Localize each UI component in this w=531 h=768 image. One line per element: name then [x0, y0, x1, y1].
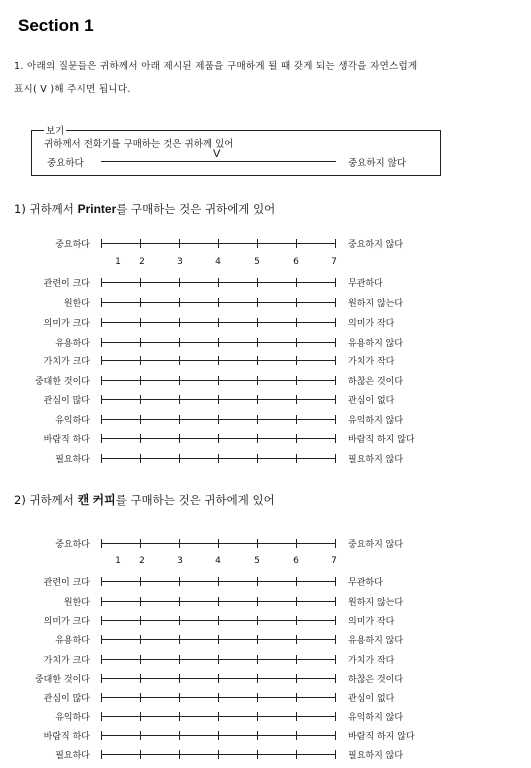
scale-tick-1[interactable]: [101, 712, 102, 721]
scale-tick-4[interactable]: [218, 539, 219, 548]
scale-row: [0, 237, 531, 251]
scale-tick-3[interactable]: [179, 635, 180, 644]
scale-right-label: 필요하지 않다: [348, 455, 404, 465]
rating-scale[interactable]: [101, 754, 336, 755]
scale-tick-4[interactable]: [218, 415, 219, 424]
scale-right-label: 중요하지 않다: [348, 540, 404, 550]
scale-left-label: 유익하다: [55, 416, 90, 426]
rating-scale[interactable]: [101, 620, 336, 621]
scale-tick-3[interactable]: [179, 674, 180, 683]
scale-number: 7: [331, 257, 337, 267]
scale-number: 6: [293, 257, 299, 267]
section-title: Section 1: [18, 16, 94, 35]
scale-tick-2[interactable]: [140, 395, 141, 404]
scale-tick-7[interactable]: [335, 298, 336, 307]
scale-right-label: 중요하지 않다: [348, 240, 404, 250]
scale-numbers: [0, 257, 531, 271]
scale-tick-6[interactable]: [296, 415, 297, 424]
scale-tick-6[interactable]: [296, 655, 297, 664]
scale-tick-2[interactable]: [140, 434, 141, 443]
scale-tick-3[interactable]: [179, 298, 180, 307]
question-2-suffix: 를 구매하는 것은 귀하에게 있어: [115, 493, 275, 507]
scale-tick-7[interactable]: [335, 338, 336, 347]
scale-number: 4: [215, 257, 221, 267]
scale-tick-7[interactable]: [335, 356, 336, 365]
scale-left-label: 바람직 하다: [43, 435, 90, 445]
scale-right-label: 필요하지 않다: [348, 751, 404, 761]
scale-tick-6[interactable]: [296, 635, 297, 644]
scale-tick-4[interactable]: [218, 434, 219, 443]
scale-tick-2[interactable]: [140, 731, 141, 740]
scale-tick-3[interactable]: [179, 454, 180, 463]
scale-tick-3[interactable]: [179, 616, 180, 625]
scale-tick-2[interactable]: [140, 674, 141, 683]
scale-tick-6[interactable]: [296, 395, 297, 404]
scale-tick-2[interactable]: [140, 577, 141, 586]
scale-row: [0, 374, 531, 388]
scale-tick-1[interactable]: [101, 693, 102, 702]
scale-number: 3: [177, 556, 183, 566]
scale-number: 5: [254, 257, 260, 267]
scale-row: [0, 691, 531, 705]
scale-right-label: 무관하다: [348, 578, 383, 588]
instruction-line-1: 1. 아래의 질문들은 귀하께서 아래 제시된 제품을 구매하게 될 때 갖게 되는 생각을 자연스럽게: [14, 61, 418, 72]
rating-scale[interactable]: [101, 735, 336, 736]
scale-left-label: 필요하다: [55, 455, 90, 465]
scale-tick-5[interactable]: [257, 539, 258, 548]
rating-scale[interactable]: [101, 342, 336, 343]
example-left-label: 중요하다: [47, 158, 84, 169]
scale-tick-6[interactable]: [296, 693, 297, 702]
scale-number: 1: [115, 257, 121, 267]
rating-scale[interactable]: [101, 716, 336, 717]
scale-tick-6[interactable]: [296, 597, 297, 606]
scale-right-label: 유익하지 않다: [348, 713, 404, 723]
scale-left-label: 원한다: [63, 299, 90, 309]
scale-tick-6[interactable]: [296, 278, 297, 287]
scale-left-label: 중대한 것이다: [34, 377, 90, 387]
scale-tick-2[interactable]: [140, 655, 141, 664]
scale-tick-5[interactable]: [257, 298, 258, 307]
scale-left-label: 관련이 크다: [43, 279, 90, 289]
rating-scale[interactable]: [101, 601, 336, 602]
scale-tick-5[interactable]: [257, 239, 258, 248]
example-right-label: 중요하지 않다: [348, 158, 407, 169]
scale-tick-6[interactable]: [296, 338, 297, 347]
scale-tick-5[interactable]: [257, 278, 258, 287]
scale-tick-5[interactable]: [257, 674, 258, 683]
scale-left-label: 의미가 크다: [43, 319, 90, 329]
scale-tick-3[interactable]: [179, 415, 180, 424]
scale-row: [0, 575, 531, 589]
scale-tick-1[interactable]: [101, 376, 102, 385]
scale-tick-1[interactable]: [101, 674, 102, 683]
question-1-suffix: 를 구매하는 것은 귀하에게 있어: [116, 202, 276, 216]
scale-tick-1[interactable]: [101, 356, 102, 365]
scale-tick-6[interactable]: [296, 616, 297, 625]
scale-row: [0, 653, 531, 667]
scale-tick-4[interactable]: [218, 298, 219, 307]
scale-tick-3[interactable]: [179, 712, 180, 721]
scale-tick-1[interactable]: [101, 454, 102, 463]
scale-tick-3[interactable]: [179, 356, 180, 365]
scale-row: [0, 729, 531, 743]
scale-tick-5[interactable]: [257, 635, 258, 644]
scale-tick-6[interactable]: [296, 376, 297, 385]
example-legend: 보기: [44, 123, 66, 137]
scale-tick-6[interactable]: [296, 239, 297, 248]
scale-tick-7[interactable]: [335, 539, 336, 548]
scale-tick-3[interactable]: [179, 239, 180, 248]
scale-right-label: 무관하다: [348, 279, 383, 289]
scale-tick-1[interactable]: [101, 731, 102, 740]
rating-scale[interactable]: [101, 697, 336, 698]
scale-tick-7[interactable]: [335, 750, 336, 759]
scale-tick-6[interactable]: [296, 731, 297, 740]
rating-scale[interactable]: [101, 678, 336, 679]
scale-number: 1: [115, 556, 121, 566]
scale-tick-7[interactable]: [335, 635, 336, 644]
scale-tick-7[interactable]: [335, 278, 336, 287]
scale-row: [0, 710, 531, 724]
scale-tick-2[interactable]: [140, 635, 141, 644]
scale-tick-7[interactable]: [335, 395, 336, 404]
scale-tick-4[interactable]: [218, 577, 219, 586]
scale-tick-7[interactable]: [335, 712, 336, 721]
scale-tick-4[interactable]: [218, 674, 219, 683]
instruction-line-2: 표시( V )해 주시면 됩니다.: [14, 84, 131, 95]
scale-tick-3[interactable]: [179, 338, 180, 347]
scale-left-label: 유용하다: [55, 339, 90, 349]
scale-row: [0, 633, 531, 647]
rating-scale[interactable]: [101, 243, 336, 244]
scale-left-label: 관련이 크다: [43, 578, 90, 588]
scale-left-label: 가치가 크다: [43, 656, 90, 666]
scale-tick-3[interactable]: [179, 434, 180, 443]
scale-tick-4[interactable]: [218, 597, 219, 606]
scale-row: [0, 748, 531, 762]
scale-tick-4[interactable]: [218, 655, 219, 664]
question-2-prefix: 2) 귀하께서: [14, 493, 78, 507]
rating-scale[interactable]: [101, 438, 336, 439]
scale-right-label: 유용하지 않다: [348, 339, 404, 349]
scale-tick-1[interactable]: [101, 395, 102, 404]
rating-scale[interactable]: [101, 458, 336, 459]
scale-tick-5[interactable]: [257, 693, 258, 702]
scale-row: [0, 413, 531, 427]
rating-scale[interactable]: [101, 302, 336, 303]
scale-tick-7[interactable]: [335, 318, 336, 327]
scale-right-label: 의미가 작다: [348, 617, 395, 627]
scale-tick-1[interactable]: [101, 750, 102, 759]
scale-tick-6[interactable]: [296, 750, 297, 759]
scale-tick-4[interactable]: [218, 318, 219, 327]
scale-right-label: 관심이 없다: [348, 694, 395, 704]
scale-tick-7[interactable]: [335, 434, 336, 443]
scale-left-label: 중요하다: [55, 540, 90, 550]
scale-row: [0, 276, 531, 290]
scale-tick-6[interactable]: [296, 298, 297, 307]
scale-tick-4[interactable]: [218, 712, 219, 721]
scale-left-label: 중대한 것이다: [34, 675, 90, 685]
question-1-product: Printer: [77, 202, 117, 216]
scale-tick-2[interactable]: [140, 415, 141, 424]
rating-scale[interactable]: [101, 639, 336, 640]
rating-scale[interactable]: [101, 322, 336, 323]
scale-tick-2[interactable]: [140, 239, 141, 248]
scale-left-label: 관심이 많다: [43, 396, 90, 406]
scale-row: [0, 614, 531, 628]
scale-tick-2[interactable]: [140, 616, 141, 625]
scale-tick-2[interactable]: [140, 712, 141, 721]
scale-row: [0, 354, 531, 368]
scale-left-label: 바람직 하다: [43, 732, 90, 742]
scale-tick-2[interactable]: [140, 693, 141, 702]
scale-tick-4[interactable]: [218, 731, 219, 740]
question-2-product: 캔 커피: [77, 493, 116, 507]
scale-tick-1[interactable]: [101, 616, 102, 625]
scale-tick-3[interactable]: [179, 655, 180, 664]
scale-row: [0, 432, 531, 446]
scale-tick-5[interactable]: [257, 415, 258, 424]
scale-row: [0, 537, 531, 551]
scale-tick-1[interactable]: [101, 635, 102, 644]
scale-number: 2: [139, 257, 145, 267]
scale-tick-2[interactable]: [140, 597, 141, 606]
scale-tick-4[interactable]: [218, 750, 219, 759]
scale-tick-5[interactable]: [257, 318, 258, 327]
scale-tick-4[interactable]: [218, 693, 219, 702]
scale-row: [0, 296, 531, 310]
scale-tick-3[interactable]: [179, 597, 180, 606]
scale-tick-2[interactable]: [140, 376, 141, 385]
scale-tick-4[interactable]: [218, 356, 219, 365]
scale-tick-6[interactable]: [296, 712, 297, 721]
example-check-mark: V: [213, 148, 221, 160]
scale-left-label: 관심이 많다: [43, 694, 90, 704]
example-prompt: 귀하께서 전화기를 구매하는 것은 귀하께 있어: [44, 139, 234, 150]
scale-tick-4[interactable]: [218, 239, 219, 248]
scale-tick-7[interactable]: [335, 674, 336, 683]
scale-left-label: 중요하다: [55, 240, 90, 250]
scale-tick-6[interactable]: [296, 539, 297, 548]
scale-right-label: 유익하지 않다: [348, 416, 404, 426]
question-1-prefix: 1) 귀하께서: [14, 202, 78, 216]
scale-tick-7[interactable]: [335, 577, 336, 586]
scale-tick-6[interactable]: [296, 454, 297, 463]
scale-tick-7[interactable]: [335, 655, 336, 664]
scale-tick-7[interactable]: [335, 731, 336, 740]
scale-tick-3[interactable]: [179, 577, 180, 586]
scale-tick-2[interactable]: [140, 298, 141, 307]
scale-number: 4: [215, 556, 221, 566]
example-scale-row: [0, 155, 531, 169]
scale-tick-2[interactable]: [140, 356, 141, 365]
scale-right-label: 유용하지 않다: [348, 636, 404, 646]
scale-tick-2[interactable]: [140, 539, 141, 548]
scale-tick-3[interactable]: [179, 693, 180, 702]
scale-tick-1[interactable]: [101, 318, 102, 327]
scale-left-label: 필요하다: [55, 751, 90, 761]
scale-tick-4[interactable]: [218, 454, 219, 463]
scale-tick-7[interactable]: [335, 597, 336, 606]
scale-right-label: 하찮은 것이다: [348, 675, 404, 685]
scale-tick-2[interactable]: [140, 454, 141, 463]
scale-tick-4[interactable]: [218, 635, 219, 644]
scale-tick-2[interactable]: [140, 318, 141, 327]
scale-tick-5[interactable]: [257, 731, 258, 740]
rating-scale[interactable]: [101, 543, 336, 544]
scale-tick-1[interactable]: [101, 239, 102, 248]
scale-tick-4[interactable]: [218, 616, 219, 625]
scale-tick-5[interactable]: [257, 616, 258, 625]
rating-scale[interactable]: [101, 380, 336, 381]
scale-tick-1[interactable]: [101, 434, 102, 443]
scale-right-label: 가치가 작다: [348, 656, 395, 666]
scale-left-label: 원한다: [63, 598, 90, 608]
scale-number: 5: [254, 556, 260, 566]
scale-tick-4[interactable]: [218, 278, 219, 287]
rating-scale[interactable]: [101, 419, 336, 420]
scale-tick-5[interactable]: [257, 655, 258, 664]
scale-tick-6[interactable]: [296, 577, 297, 586]
scale-left-label: 유익하다: [55, 713, 90, 723]
scale-right-label: 하찮은 것이다: [348, 377, 404, 387]
scale-tick-5[interactable]: [257, 434, 258, 443]
scale-tick-5[interactable]: [257, 750, 258, 759]
scale-tick-1[interactable]: [101, 338, 102, 347]
scale-tick-6[interactable]: [296, 318, 297, 327]
scale-tick-1[interactable]: [101, 415, 102, 424]
scale-right-label: 가치가 작다: [348, 357, 395, 367]
scale-tick-1[interactable]: [101, 577, 102, 586]
scale-row: [0, 452, 531, 466]
scale-tick-6[interactable]: [296, 356, 297, 365]
question-2-title: [14, 491, 275, 508]
scale-tick-1[interactable]: [101, 655, 102, 664]
scale-tick-7[interactable]: [335, 616, 336, 625]
scale-tick-3[interactable]: [179, 750, 180, 759]
scale-left-label: 가치가 크다: [43, 357, 90, 367]
scale-tick-5[interactable]: [257, 395, 258, 404]
example-scale-line: [101, 161, 336, 162]
scale-tick-3[interactable]: [179, 318, 180, 327]
question-1-title: [14, 201, 275, 217]
scale-tick-5[interactable]: [257, 356, 258, 365]
scale-row: [0, 316, 531, 330]
scale-number: 3: [177, 257, 183, 267]
rating-scale[interactable]: [101, 282, 336, 283]
scale-tick-7[interactable]: [335, 415, 336, 424]
scale-right-label: 바람직 하지 않다: [348, 732, 415, 742]
scale-tick-2[interactable]: [140, 278, 141, 287]
rating-scale[interactable]: [101, 581, 336, 582]
scale-tick-7[interactable]: [335, 239, 336, 248]
scale-tick-7[interactable]: [335, 693, 336, 702]
scale-right-label: 원하지 않는다: [348, 598, 404, 608]
scale-tick-7[interactable]: [335, 376, 336, 385]
scale-numbers: [0, 556, 531, 570]
scale-tick-6[interactable]: [296, 674, 297, 683]
scale-tick-5[interactable]: [257, 712, 258, 721]
scale-tick-3[interactable]: [179, 539, 180, 548]
scale-row: [0, 336, 531, 350]
scale-tick-3[interactable]: [179, 278, 180, 287]
scale-right-label: 관심이 없다: [348, 396, 395, 406]
scale-tick-3[interactable]: [179, 731, 180, 740]
scale-tick-2[interactable]: [140, 338, 141, 347]
scale-row: [0, 393, 531, 407]
scale-tick-7[interactable]: [335, 454, 336, 463]
scale-tick-4[interactable]: [218, 338, 219, 347]
scale-number: 7: [331, 556, 337, 566]
rating-scale[interactable]: [101, 360, 336, 361]
scale-tick-3[interactable]: [179, 376, 180, 385]
scale-row: [0, 672, 531, 686]
scale-tick-1[interactable]: [101, 298, 102, 307]
scale-tick-5[interactable]: [257, 577, 258, 586]
scale-right-label: 바람직 하지 않다: [348, 435, 415, 445]
scale-tick-5[interactable]: [257, 338, 258, 347]
scale-left-label: 의미가 크다: [43, 617, 90, 627]
scale-tick-2[interactable]: [140, 750, 141, 759]
scale-number: 2: [139, 556, 145, 566]
scale-left-label: 유용하다: [55, 636, 90, 646]
rating-scale[interactable]: [101, 659, 336, 660]
scale-tick-4[interactable]: [218, 395, 219, 404]
scale-tick-1[interactable]: [101, 539, 102, 548]
scale-tick-1[interactable]: [101, 278, 102, 287]
scale-tick-4[interactable]: [218, 376, 219, 385]
scale-tick-5[interactable]: [257, 454, 258, 463]
scale-tick-6[interactable]: [296, 434, 297, 443]
scale-number: 6: [293, 556, 299, 566]
scale-right-label: 원하지 않는다: [348, 299, 404, 309]
rating-scale[interactable]: [101, 399, 336, 400]
scale-tick-5[interactable]: [257, 597, 258, 606]
scale-tick-5[interactable]: [257, 376, 258, 385]
scale-right-label: 의미가 작다: [348, 319, 395, 329]
scale-tick-3[interactable]: [179, 395, 180, 404]
scale-tick-1[interactable]: [101, 597, 102, 606]
scale-row: [0, 595, 531, 609]
